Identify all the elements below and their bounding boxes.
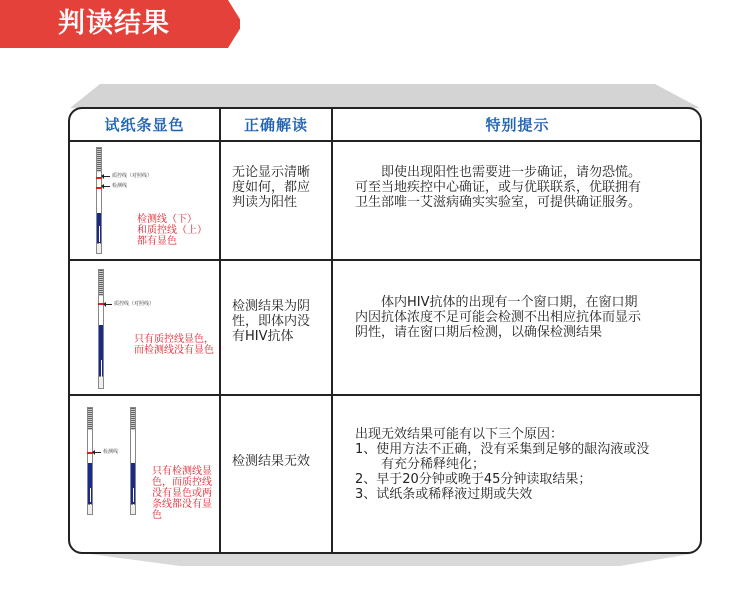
test-line-label: 检测线 [112,183,128,189]
color-description: 只有检测线显 色，而质控线 没有显色或两 条线都没有显 色 [152,466,212,521]
arrow-icon [95,452,101,453]
column-divider [331,109,333,552]
test-strip-icon [96,147,102,254]
interpretation-text: 检测结果为阴 性，即体内没 有HIV抗体 [232,299,311,344]
test-strip-icon [87,407,93,515]
result-table [68,107,702,554]
special-note-text: 体内HIV抗体的出现有一个窗口期，在窗口期 内因抗体浓度不足可能会检测不出相应抗体而显示 阴性，请在窗口期后检测，以确保检测结果 [355,295,642,340]
row-divider [70,259,700,261]
test-strip-icon [130,407,136,515]
arrow-icon [104,176,110,177]
row-divider [70,394,700,396]
interpretation-text: 无论显示清晰 度如何，都应 判读为阳性 [232,165,311,210]
arrow-icon [106,304,112,305]
header-special-notes: 特别提示 [485,116,550,134]
test-strip-icon [98,269,104,389]
color-description: 只有质控线显色， 而检测线没有显色 [134,334,214,356]
color-description: 检测线（下） 和质控线（上） 都有显色 [137,214,207,247]
control-line-label: 质控线（对照线） [114,301,155,307]
control-line-label: 质控线（对照线） [112,173,153,179]
banner-title: 判读结果 [58,8,170,39]
column-divider [219,109,221,552]
special-note-text: 出现无效结果可能有以下三个原因： 1、使用方法不正确，没有采集到足够的龈沟液或没 有充分稀释纯化； 2、早于20分钟或晚于45分钟读取结果； 3、试纸条或稀释液过期或失效 [355,427,650,502]
test-line-label: 检测线 [103,449,119,455]
header-color-result: 试纸条显色 [104,116,185,134]
interpretation-text: 检测结果无效 [232,454,311,469]
special-note-text: 即使出现阳性也需要进一步确证，请勿恐慌。 可至当地疾控中心确证，或与优联联系，优联拥有 卫生部唯一艾滋病确实实验室，可提供确证服务。 [355,165,642,210]
arrow-icon [104,186,110,187]
header-interpretation: 正确解读 [243,116,308,134]
